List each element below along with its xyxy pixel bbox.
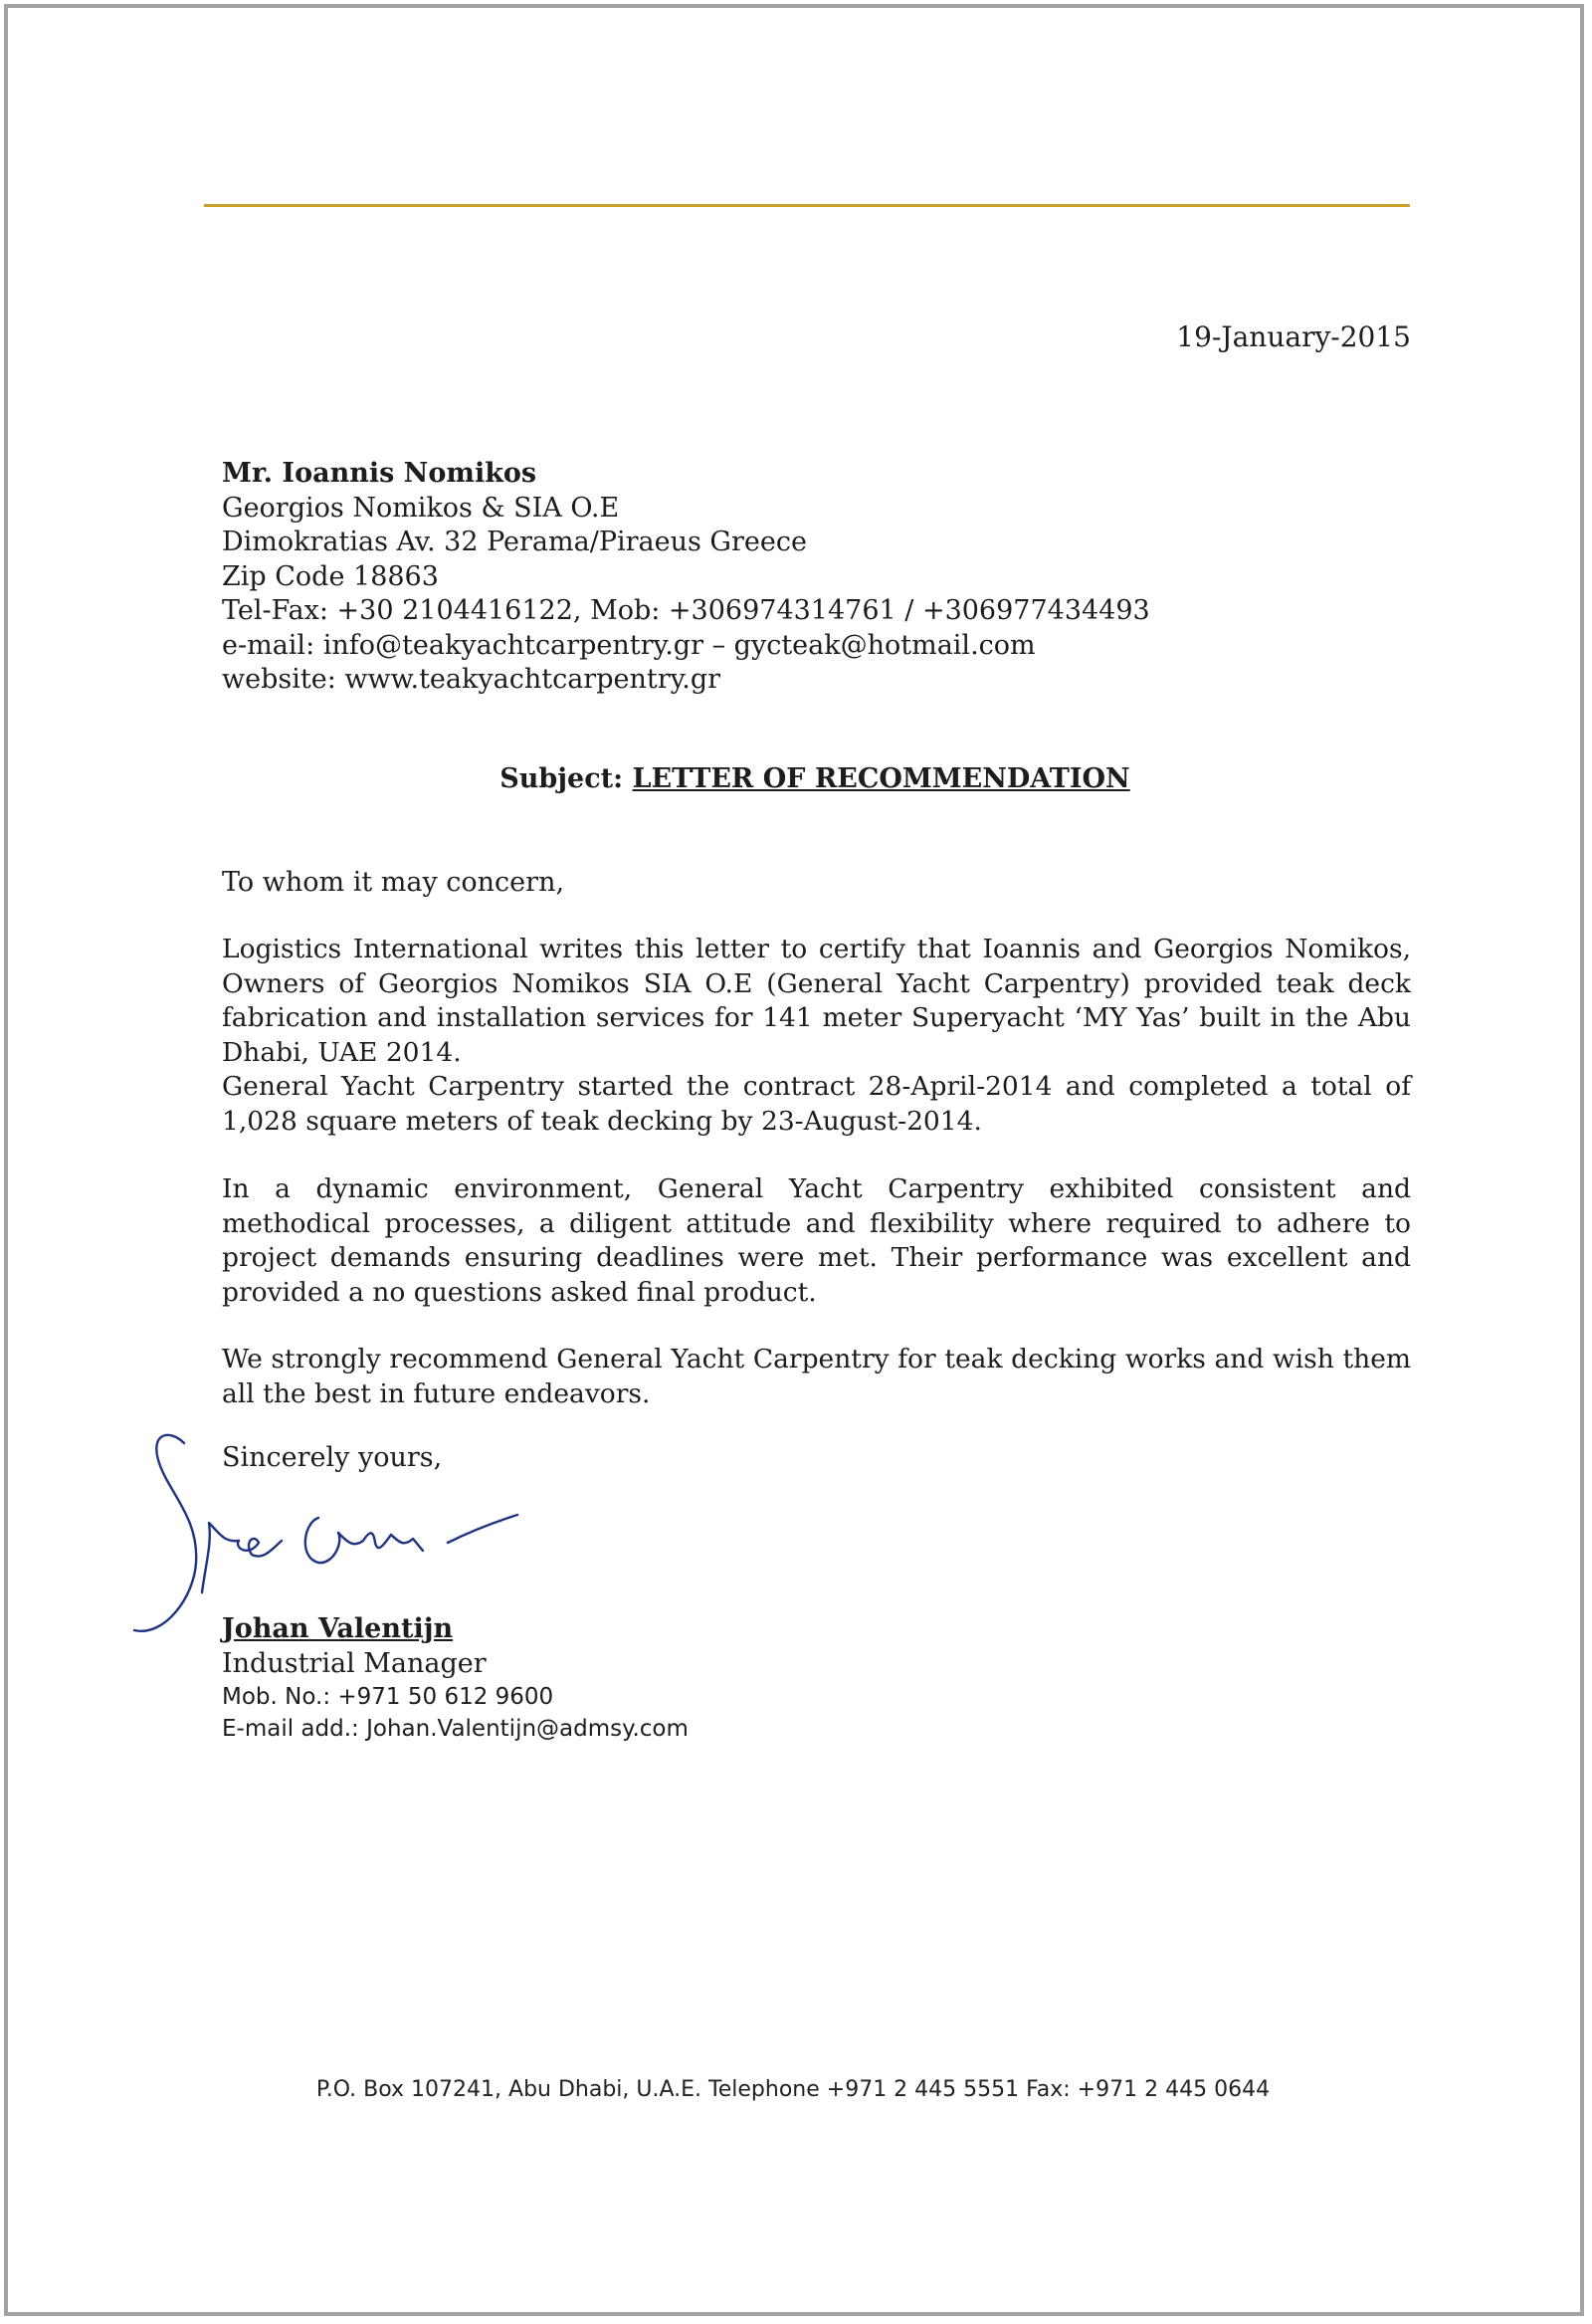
recipient-email: e-mail: info@teakyachtcarpentry.gr – gycteak@hotmail.com: [222, 629, 1036, 661]
subject-line: [0, 763, 1592, 794]
subject-text: LETTER OF RECOMMENDATION: [632, 763, 1130, 794]
signatory-title: Industrial Manager: [222, 1648, 487, 1679]
body-paragraph-3: In a dynamic environment, General Yacht Carpentry exhibited consistent and methodical processes, a diligent attitude and flexibility where required to adhere to project demands ensuring deadlines were met. Their performance was excellent and provided a no questions asked final product.: [222, 1173, 1411, 1308]
signatory-name: Johan Valentijn: [222, 1613, 454, 1644]
body-paragraph-2: General Yacht Carpentry started the contract 28-April-2014 and completed a total of 1,028 square meters of teak decking by 23-August-2014.: [222, 1071, 1411, 1137]
recipient-website: website: www.teakyachtcarpentry.gr: [222, 664, 721, 695]
closing: Sincerely yours,: [222, 1442, 443, 1473]
recipient-zip: Zip Code 18863: [222, 560, 439, 592]
recipient-address: Dimokratias Av. 32 Perama/Piraeus Greece: [222, 527, 807, 557]
letter-date: 19-January-2015: [1176, 320, 1411, 353]
subject-label: Subject:: [499, 763, 624, 794]
signatory-mobile: Mob. No.: +971 50 612 9600: [222, 1684, 554, 1710]
footer-address: P.O. Box 107241, Abu Dhabi, U.A.E. Telephone +971 2 445 5551 Fax: +971 2 445 0644: [315, 2077, 1271, 2102]
recipient-name: Mr. Ioannis Nomikos: [222, 458, 537, 489]
recipient-phone: Tel-Fax: +30 2104416122, Mob: +306974314761 / +306977434493: [222, 595, 1150, 626]
salutation: To whom it may concern,: [222, 867, 565, 898]
signatory-email: E-mail add.: Johan.Valentijn@admsy.com: [222, 1716, 689, 1742]
handwritten-signature: [124, 1423, 552, 1642]
header-rule: [204, 204, 1410, 207]
body-paragraph-1: Logistics International writes this letter to certify that Ioannis and Georgios Nomikos, Owners of Georgios Nomikos SIA O.E (General Yacht Carpentry) provided teak deck fabrication and installation services for 141 meter Superyacht ‘MY Yas’ built in the Abu Dhabi, UAE 2014.: [222, 934, 1411, 1068]
body-paragraph-4: We strongly recommend General Yacht Carpentry for teak decking works and wish them all the best in future endeavors.: [222, 1344, 1411, 1409]
recipient-block: [222, 457, 1150, 698]
recipient-company: Georgios Nomikos & SIA O.E: [222, 492, 620, 524]
